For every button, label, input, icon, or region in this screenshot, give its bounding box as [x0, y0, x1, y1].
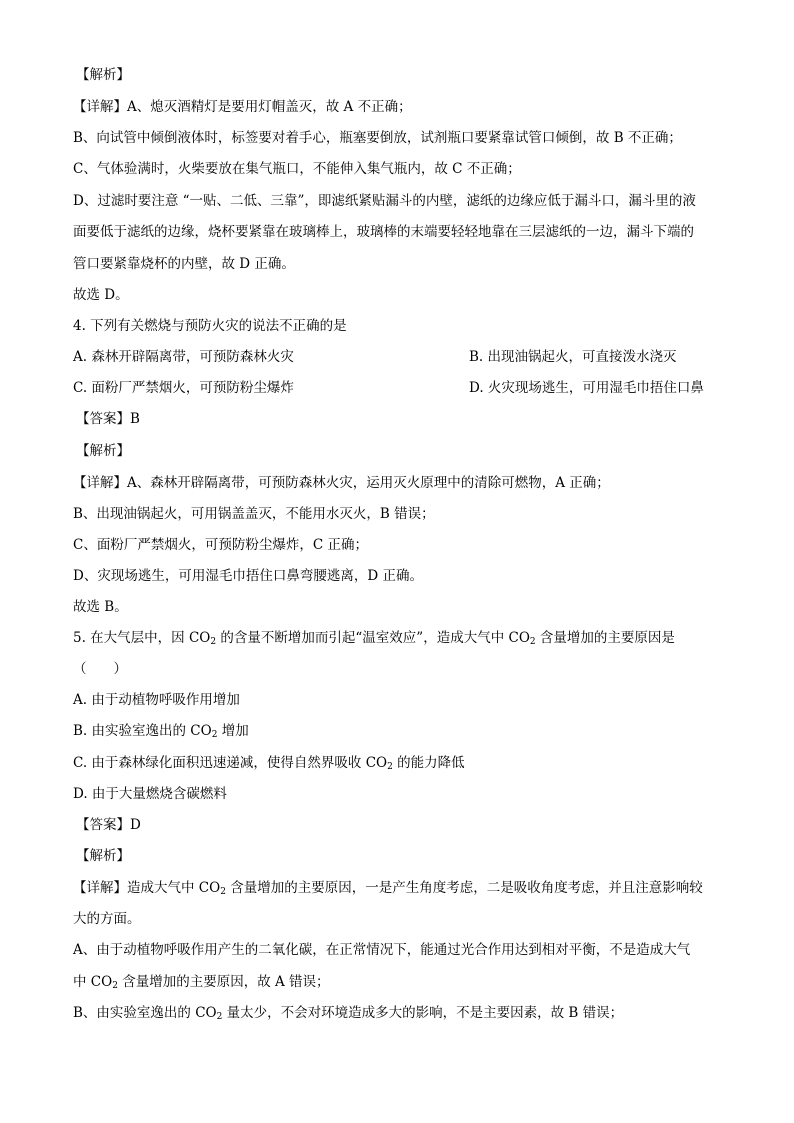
- detail-line: A、由于动植物呼吸作用产生的二氧化碳，在正常情况下，能通过光合作用达到相对平衡，不是造成大气: [73, 942, 691, 958]
- option-d: D. 火灾现场逃生，可用湿毛巾捂住口鼻: [469, 380, 704, 396]
- analysis-heading: 【解析】: [76, 443, 130, 459]
- answer-line: 【答案】B: [76, 411, 140, 427]
- detail-line: B、出现油锅起火，可用锅盖盖灭，不能用水灭火，B 错误；: [73, 506, 435, 522]
- detail-line: 【详解】造成大气中 $CO_2$ 含量增加的主要原因，一是产生角度考虑，二是吸收角度考虑，并且注意影响较: [73, 880, 703, 897]
- conclusion-line: 故选 B。: [73, 599, 128, 615]
- option-a: A. 由于动植物呼吸作用增加: [73, 692, 240, 708]
- question-4-options-row-2: [73, 378, 704, 398]
- detail-line: 面要低于滤纸的边缘，烧杯要紧靠在玻璃棒上，玻璃棒的末端要轻轻地靠在三层滤纸的一边，漏斗下端的: [73, 224, 694, 240]
- detail-line: B、向试管中倾倒液体时，标签要对着手心，瓶塞要倒放，试剂瓶口要紧靠试管口倾倒，故 B 不正确；: [73, 130, 682, 146]
- detail-line: 【详解】A、熄灭酒精灯是要用灯帽盖灭，故 A 不正确；: [73, 99, 412, 115]
- question-5-stem: 5. 在大气层中，因 $CO_2$ 的含量不断增加而引起“温室效应”，造成大气中 $CO_2$ 含量增加的主要原因是: [73, 630, 675, 647]
- answer-line: 【答案】D: [76, 817, 141, 833]
- conclusion-line: 故选 D。: [73, 287, 129, 303]
- detail-line: D、过滤时要注意 “一贴、二低、三靠”，即滤纸紧贴漏斗的内壁，滤纸的边缘应低于漏斗口，漏斗里的液: [73, 193, 696, 209]
- option-b: B. 出现油锅起火，可直接泼水浇灭: [469, 349, 677, 365]
- detail-line: C、面粉厂严禁烟火，可预防粉尘爆炸，C 正确；: [73, 537, 368, 553]
- question-5-blank: （ ）: [73, 661, 127, 677]
- option-a: A. 森林开辟隔离带，可预防森林火灾: [73, 349, 294, 365]
- option-c: C. 由于森林绿化面积迅速递减，使得自然界吸收 $CO_2$ 的能力降低: [73, 755, 465, 772]
- detail-line: C、气体验满时，火柴要放在集气瓶口，不能伸入集气瓶内，故 C 不正确；: [73, 161, 521, 177]
- detail-line: 中 $CO_2$ 含量增加的主要原因，故 A 错误；: [73, 974, 330, 991]
- question-4-options-row-1: [73, 347, 677, 367]
- detail-line: 大的方面。: [73, 911, 141, 927]
- option-d: D. 由于大量燃烧含碳燃料: [73, 786, 227, 802]
- analysis-heading: 【解析】: [76, 67, 130, 83]
- detail-line: D、灾现场逃生，可用湿毛巾捂住口鼻弯腰逃离，D 正确。: [73, 568, 423, 584]
- question-4-stem: 4. 下列有关燃烧与预防火灾的说法不正确的是: [73, 318, 347, 334]
- detail-line: 管口要紧靠烧杯的内壁，故 D 正确。: [73, 256, 295, 272]
- option-b: B. 由实验室逸出的 $CO_2$ 增加: [73, 723, 249, 740]
- detail-line: 【详解】A、森林开辟隔离带，可预防森林火灾，运用灭火原理中的清除可燃物，A 正确；: [73, 475, 610, 491]
- analysis-heading: 【解析】: [76, 848, 130, 864]
- option-c: C. 面粉厂严禁烟火，可预防粉尘爆炸: [73, 380, 294, 396]
- detail-line: B、由实验室逸出的 $CO_2$ 量太少，不会对环境造成多大的影响，不是主要因素，故 B 错误；: [73, 1005, 624, 1022]
